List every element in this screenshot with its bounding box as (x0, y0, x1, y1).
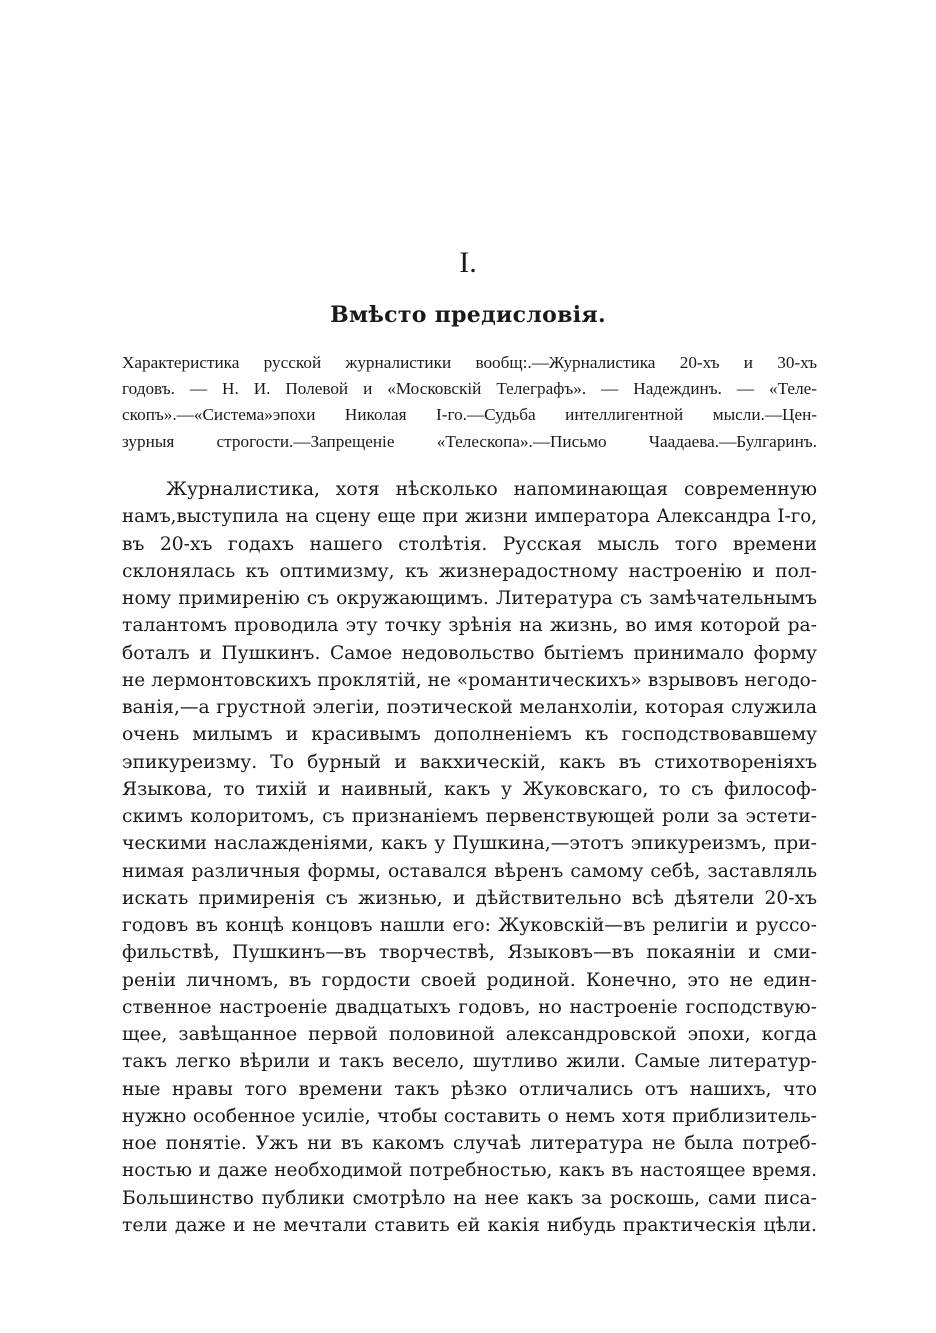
paragraph-line: боталъ и Пушкинъ. Самое недовольство бытіемъ принимало форму (122, 642, 817, 664)
chapter-number: I. (459, 246, 477, 279)
summary-line: скопъ».—«Система»эпохи Николая I-го.—Судьба интеллигентной мысли.—Цен- (122, 405, 817, 425)
paragraph-line: Большинство публики смотрѣло на нее какъ за роскошь, сами писа- (122, 1187, 817, 1209)
paragraph-line: Журналистика, хотя нѣсколько напоминающая современную (166, 479, 817, 500)
paragraph-line: нужно особенное усиліе, чтобы составить о немъ хотя приблизитель- (122, 1105, 817, 1127)
paragraph-line: ностью и даже необходимой потребностью, какъ въ настоящее время. (122, 1160, 817, 1182)
paragraph-line: ванія,—а грустной элегіи, поэтической меланхоліи, которая служила (122, 697, 817, 718)
paragraph-line: ственное настроеніе двадцатыхъ годовъ, но настроеніе господствую- (122, 996, 817, 1018)
paragraph-line: ное понятіе. Ужъ ни въ какомъ случаѣ литература не была потреб- (122, 1133, 817, 1154)
paragraph-line: въ 20-хъ годахъ нашего столѣтія. Русская мысль того времени (122, 533, 817, 555)
paragraph-line: фильствѣ, Пушкинъ—въ творчествѣ, Языковъ—въ покаяніи и сми- (122, 942, 817, 964)
paragraph-line: талантомъ проводила эту точку зрѣнія на жизнь, во имя которой ра- (122, 615, 817, 637)
summary-line: Характеристика русской журналистики вообщ:.—Журналистика 20-хъ и 30-хъ (122, 353, 817, 372)
paragraph-line: нимая различныя формы, оставался вѣренъ самому себѣ, заставляль (122, 860, 817, 882)
paragraph-line: реніи личномъ, въ гордости своей родиной. Конечно, это не един- (122, 969, 817, 991)
summary-line: зурныя строгости.—Запрещеніе «Телескопа».—Письмо Чаадаева.—Булгаринъ. (122, 431, 817, 451)
paragraph-line: Языкова, то тихій и наивный, какъ у Жуковскаго, то съ философ- (122, 778, 817, 800)
chapter-title: Вмѣсто предисловія. (330, 302, 606, 328)
paragraph-line: намъ,выступила на сцену еще при жизни императора Александра I-го, (122, 506, 817, 528)
paragraph-line: щее, завѣщанное первой половиной александровской эпохи, когда (122, 1024, 817, 1045)
paragraph-line: ному примиренію съ окружающимъ. Литература съ замѣчательнымъ (122, 588, 817, 609)
paragraph-line: ные нравы того времени такъ рѣзко отличались отъ нашихъ, что (122, 1078, 817, 1100)
paragraph-line: не лермонтовскихъ проклятій, не «романтическихъ» взрывовъ негодо- (122, 669, 817, 691)
summary-line: годовъ. — Н. И. Полевой и «Московскій Телеграфъ». — Надеждинъ. — «Теле- (122, 379, 817, 399)
paragraph-line: искать примиренія съ жизнью, и дѣйствительно всѣ дѣятели 20-хъ (122, 887, 817, 909)
paragraph-line: такъ легко вѣрили и такъ весело, шутливо жили. Самые литератур- (122, 1051, 817, 1073)
paragraph-line: очень милымъ и красивымъ дополненіемъ къ господствовавшему (122, 724, 817, 746)
paragraph-line: ческими наслажденіями, какъ у Пушкина,—этотъ эпикуреизмъ, при- (122, 833, 817, 855)
paragraph-line: склонялась къ оптимизму, къ жизнерадостному настроенію и пол- (122, 560, 817, 582)
paragraph-line: тели даже и не мечтали ставить ей какія нибудь практическія цѣли. (122, 1214, 817, 1236)
body-paragraph (122, 476, 817, 1239)
chapter-summary (122, 350, 817, 455)
paragraph-line: годовъ въ концѣ концовъ нашли его: Жуковскій—въ религіи и руссо- (122, 915, 817, 936)
paragraph-line: скимъ колоритомъ, съ признаніемъ первенствующей роли за эстети- (122, 806, 817, 827)
paragraph-line: эпикуреизму. То бурный и вакхическій, какъ въ стихотвореніяхъ (122, 751, 817, 773)
